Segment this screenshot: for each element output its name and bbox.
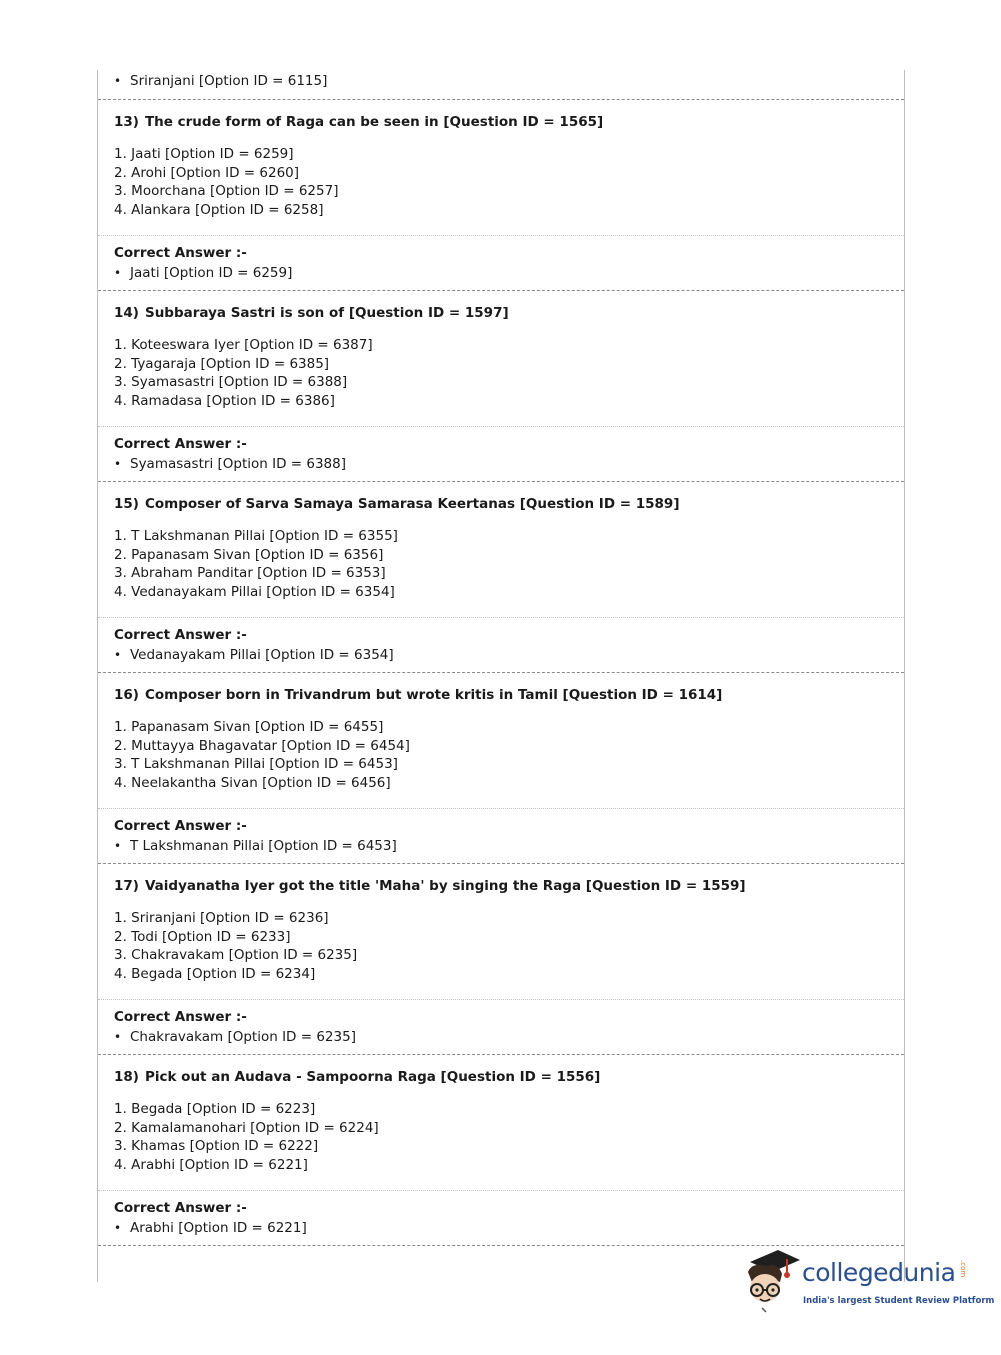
- correct-answer-item: [114, 644, 904, 666]
- question-section: [98, 864, 904, 1000]
- option-item: 4. Begada [Option ID = 6234]: [114, 965, 316, 982]
- question-section: [98, 673, 904, 809]
- correct-answer-item: [114, 1217, 904, 1239]
- correct-answer-heading: Correct Answer :-: [114, 436, 247, 452]
- correct-answer-item: [114, 262, 904, 284]
- correct-answer-heading: Correct Answer :-: [114, 245, 247, 261]
- correct-answer-text: Jaati [Option ID = 6259]: [130, 265, 293, 281]
- question-text: Pick out an Audava - Sampoorna Raga [Question ID = 1556]: [144, 1069, 601, 1085]
- correct-answer-item: [114, 453, 904, 475]
- question-number: 18): [114, 1069, 139, 1085]
- question-block: [98, 482, 904, 673]
- answer-section: [98, 1191, 904, 1239]
- option-item: 4. Ramadasa [Option ID = 6386]: [114, 392, 335, 409]
- correct-answer-item: [114, 835, 904, 857]
- option-item: 1. Papanasam Sivan [Option ID = 6455]: [114, 719, 384, 735]
- bullet: •: [114, 457, 122, 471]
- option-item: 1. Sriranjani [Option ID = 6236]: [114, 910, 329, 926]
- option-item: 1. T Lakshmanan Pillai [Option ID = 6355]: [114, 528, 398, 544]
- correct-answer-text: Syamasastri [Option ID = 6388]: [130, 456, 346, 472]
- question-text: Subbaraya Sastri is son of [Question ID = 1597]: [144, 305, 509, 321]
- question-title: [114, 114, 904, 130]
- question-section: [98, 291, 904, 427]
- option-item: 3. Khamas [Option ID = 6222]: [114, 1138, 319, 1154]
- question-text: The crude form of Raga can be seen in [Question ID = 1565]: [144, 114, 604, 130]
- option-item: 4. Arabhi [Option ID = 6221]: [114, 1156, 308, 1173]
- question-text: Composer born in Trivandrum but wrote kritis in Tamil [Question ID = 1614]: [144, 687, 723, 703]
- option-item: 4. Alankara [Option ID = 6258]: [114, 201, 324, 218]
- question-number: 16): [114, 687, 139, 703]
- question-block: [98, 864, 904, 1055]
- options-list: [114, 1100, 904, 1174]
- previous-correct-answer: • Sriranjani [Option ID = 6115]: [98, 70, 904, 100]
- mascot-icon: [742, 1248, 804, 1314]
- correct-answer-heading: Correct Answer :-: [114, 818, 247, 834]
- bullet: •: [114, 839, 122, 853]
- question-number: 14): [114, 305, 139, 321]
- question-text: Vaidyanatha Iyer got the title 'Maha' by singing the Raga [Question ID = 1559]: [144, 878, 746, 894]
- bullet: •: [114, 266, 122, 280]
- question-number: 17): [114, 878, 139, 894]
- option-item: 4. Vedanayakam Pillai [Option ID = 6354]: [114, 583, 395, 600]
- question-number: 15): [114, 496, 139, 512]
- logo-wordmark: collegedunia: [802, 1258, 956, 1287]
- option-item: 1. Begada [Option ID = 6223]: [114, 1101, 316, 1117]
- correct-answer-text: Chakravakam [Option ID = 6235]: [130, 1029, 356, 1045]
- question-list: [98, 100, 904, 1246]
- bullet: •: [114, 74, 122, 88]
- question-section: [98, 100, 904, 236]
- option-item: 3. Chakravakam [Option ID = 6235]: [114, 947, 358, 963]
- options-list: [114, 336, 904, 410]
- option-item: 2. Papanasam Sivan [Option ID = 6356]: [114, 546, 384, 563]
- collegedunia-logo: [742, 1250, 995, 1314]
- option-item: 3. Abraham Panditar [Option ID = 6353]: [114, 565, 386, 581]
- question-block: [98, 673, 904, 864]
- bullet: •: [114, 1221, 122, 1235]
- options-list: [114, 909, 904, 983]
- answer-section: [98, 809, 904, 857]
- option-item: 2. Muttayya Bhagavatar [Option ID = 6454]: [114, 737, 410, 754]
- question-section: [98, 1055, 904, 1191]
- correct-answer-text: Arabhi [Option ID = 6221]: [130, 1220, 307, 1236]
- option-item: 1. Koteeswara Iyer [Option ID = 6387]: [114, 337, 373, 353]
- question-title: [114, 687, 904, 703]
- option-item: 2. Todi [Option ID = 6233]: [114, 928, 291, 945]
- question-title: [114, 496, 904, 512]
- option-item: 2. Arohi [Option ID = 6260]: [114, 164, 300, 181]
- answer-section: [98, 1000, 904, 1048]
- bullet: •: [114, 648, 122, 662]
- option-item: 2. Tyagaraja [Option ID = 6385]: [114, 355, 330, 372]
- question-paper-sheet: [97, 70, 905, 1282]
- question-block: [98, 291, 904, 482]
- option-item: 3. T Lakshmanan Pillai [Option ID = 6453]: [114, 756, 398, 772]
- answer-section: [98, 427, 904, 475]
- correct-answer-item: [114, 1026, 904, 1048]
- answer-section: [98, 618, 904, 666]
- correct-answer-text: T Lakshmanan Pillai [Option ID = 6453]: [130, 838, 397, 854]
- bullet: •: [114, 1030, 122, 1044]
- option-item: 3. Syamasastri [Option ID = 6388]: [114, 374, 348, 390]
- correct-answer-text: Vedanayakam Pillai [Option ID = 6354]: [130, 647, 394, 663]
- logo-tagline: India's largest Student Review Platform: [803, 1296, 995, 1306]
- question-text: Composer of Sarva Samaya Samarasa Keertanas [Question ID = 1589]: [144, 496, 680, 512]
- question-title: [114, 878, 904, 894]
- correct-answer-heading: Correct Answer :-: [114, 627, 247, 643]
- question-section: [98, 482, 904, 618]
- option-item: 4. Neelakantha Sivan [Option ID = 6456]: [114, 774, 391, 791]
- question-title: [114, 305, 904, 321]
- correct-answer-heading: Correct Answer :-: [114, 1200, 247, 1216]
- correct-answer-heading: Correct Answer :-: [114, 1009, 247, 1025]
- options-list: [114, 527, 904, 601]
- question-title: [114, 1069, 904, 1085]
- question-block: [98, 100, 904, 291]
- question-block: [98, 1055, 904, 1246]
- answer-section: [98, 236, 904, 284]
- options-list: [114, 145, 904, 219]
- option-item: 2. Kamalamanohari [Option ID = 6224]: [114, 1119, 379, 1136]
- option-item: 3. Moorchana [Option ID = 6257]: [114, 183, 339, 199]
- logo-domain-suffix: .com: [959, 1260, 967, 1278]
- question-number: 13): [114, 114, 139, 130]
- options-list: [114, 718, 904, 792]
- option-item: 1. Jaati [Option ID = 6259]: [114, 146, 294, 162]
